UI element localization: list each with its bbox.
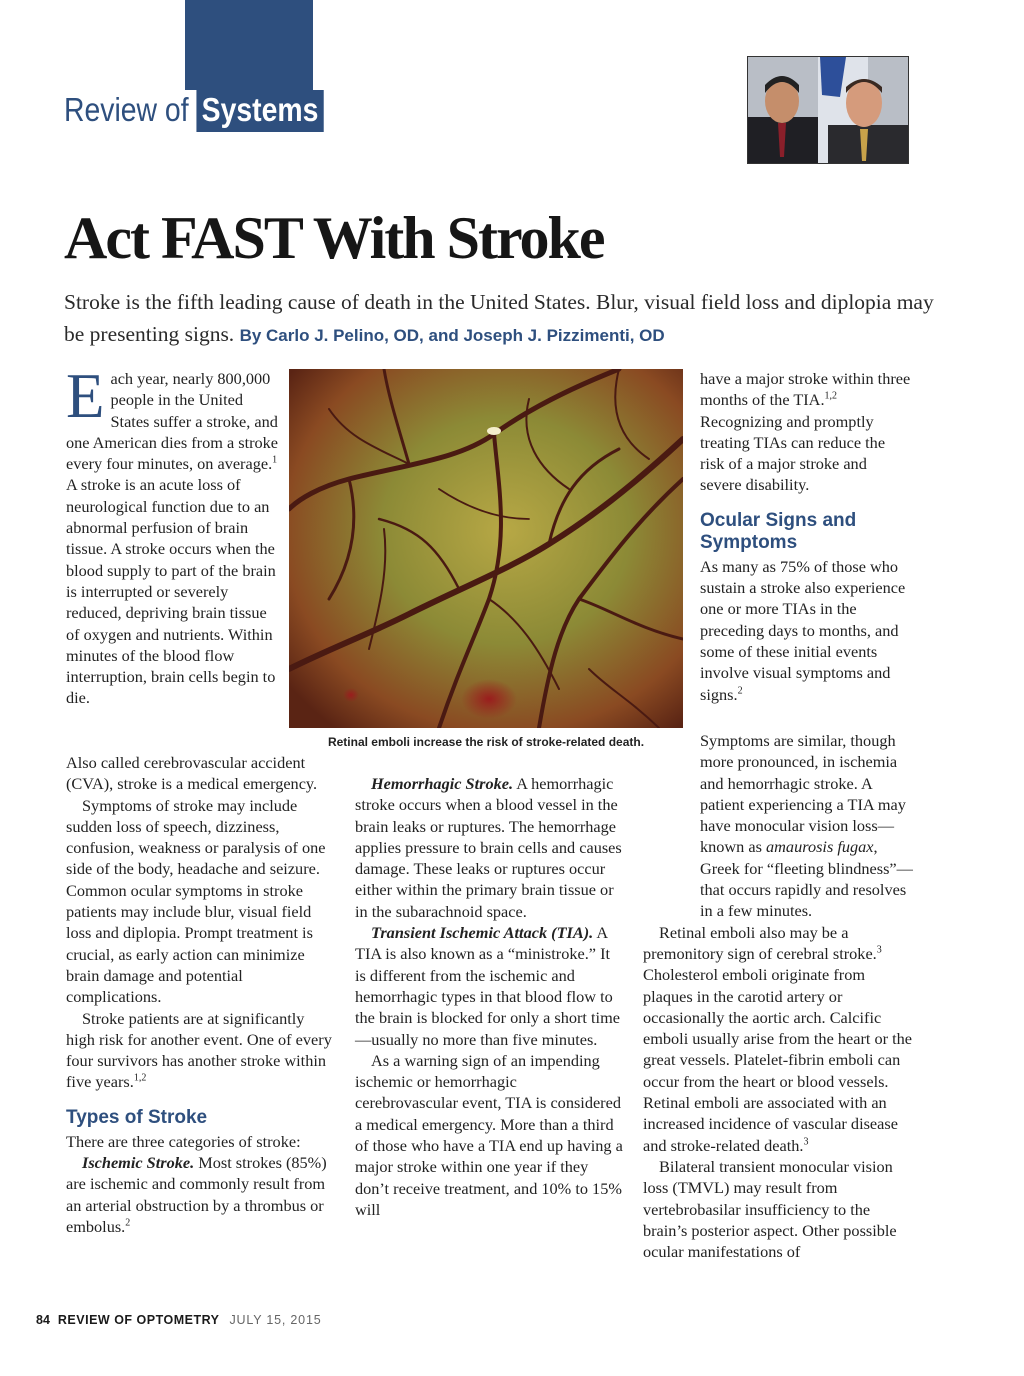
retina-figure xyxy=(289,369,683,728)
author-photo xyxy=(747,56,909,164)
subhead-ocular-signs: Ocular Signs and Symptoms xyxy=(700,509,857,553)
figure-caption: Retinal emboli increase the risk of stroke-related death. xyxy=(327,735,645,749)
byline: By Carlo J. Pelino, OD, and Joseph J. Pizzimenti, OD xyxy=(239,326,665,345)
page-footer xyxy=(36,1313,321,1327)
hemorrhagic-paragraph: Hemorrhagic Stroke. A hemorrhagic stroke occurs when a blood vessel in the brain leaks or ruptures. The hemorrhage applies pressure to brain cells and causes damage. These leaks or ruptures occur either within the primary brain tissue or in the subarachnoid space. xyxy=(355,774,622,921)
publication-name: REVIEW OF OPTOMETRY xyxy=(57,1313,220,1327)
column-1-lower xyxy=(66,752,336,1237)
types-intro: There are three categories of stroke: xyxy=(66,1131,301,1151)
cva-paragraph: Also called cerebrovascular accident (CVA), stroke is a medical emergency. xyxy=(66,753,318,794)
subhead-types-of-stroke: Types of Stroke xyxy=(66,1106,208,1128)
tia-continued: have a major stroke within three months of the TIA.$^{1,2}$ Recognizing and promptly treating TIAs can reduce the risk of a major stroke and severe disability. xyxy=(700,369,911,495)
ischemic-paragraph: Ischemic Stroke. Most strokes (85%) are ischemic and commonly result from an arterial obstruction by a thrombus or embolus.$^2$ xyxy=(66,1153,327,1236)
emboli-paragraph: Retinal emboli also may be a premonitory sign of cerebral stroke.$^3$ Cholesterol emboli originate from plaques in the carotid artery or occasionally the aortic arch. Calcific emboli usually arise from the heart or the great vessels. Platelet-fibrin emboli can occur from the heart or blood vessels. Retinal emboli are associated with an increased incidence of vascular disease and stroke-related death.$^3$ xyxy=(643,922,913,1155)
drop-cap: E xyxy=(66,361,105,431)
article-deck: Stroke is the fifth leading cause of death in the United States. Blur, visual field loss and diplopia may be presenting signs. By Carlo J. Pelino, OD, and Joseph J. Pizzimenti, OD xyxy=(64,290,934,346)
section-label: Review of Systems xyxy=(64,90,324,132)
symptoms-paragraph: Symptoms of stroke may include sudden loss of speech, dizziness, confusion, weakness or paralysis of one side of the body, headache and seizure. Common ocular symptoms in stroke patients may include blur, visual field loss and diplopia. Prompt treatment is crucial, as early action can minimize brain damage and potential complications. xyxy=(66,795,326,1007)
column-1-upper xyxy=(66,361,280,709)
header-color-bar xyxy=(185,0,313,90)
intro-paragraph: Each year, nearly 800,000 people in the United States suffer a stroke, and one American dies from a stroke every four minutes, on average.$^1$ A stroke is an acute loss of neurological function due to an abnormal perfusion of brain tissue. A stroke occurs when the blood supply to part of the brain is interrupted or severely reduced, depriving brain tissue of oxygen and nutrients. Within minutes of the blood flow interruption, brain cells begin to die. xyxy=(66,361,279,708)
column-3-upper xyxy=(700,368,912,705)
issue-date: JULY 15, 2015 xyxy=(229,1313,322,1327)
ocular-paragraph-continued: Symptoms are similar, though more pronounced, in ischemia and hemorrhagic stroke. A patient experiencing a TIA may have monocular vision loss—known as amaurosis fugax, Greek for “fleeting blindness”—that occurs rapidly and resolves in a few minutes. xyxy=(700,731,913,921)
tia-paragraph: Transient Ischemic Attack (TIA). A TIA is also known as a “ministroke.” It is different from the ischemic and hemorrhagic types in that blood flow to the brain is blocked for only a short time—usually no more than five minutes. xyxy=(355,923,620,1049)
section-name: Systems xyxy=(196,90,323,132)
page-number: 84 xyxy=(36,1313,50,1327)
ocular-paragraph-top: As many as 75% of those who sustain a stroke also experience one or more TIAs in the preceding days to months, and some of these initial events involve visual symptoms and signs.$^2$ xyxy=(700,556,906,704)
risk-paragraph: Stroke patients are at significantly high risk for another event. One of every four survivors has another stroke within five years.$^{1,2}$ xyxy=(66,1008,332,1092)
column-3-lower xyxy=(643,730,913,1262)
article-title: Act FAST With Stroke xyxy=(64,205,604,271)
tia-warning-paragraph: As a warning sign of an impending ischemic or hemorrhagic cerebrovascular event, TIA is considered a medical emergency. More than a third of those who have a TIA end up having a major stroke within one year if they don’t receive treatment, and 10% to 15% will xyxy=(355,1050,623,1219)
tmvl-paragraph: Bilateral transient monocular vision loss (TMVL) may result from vertebrobasilar insufficiency to the brain’s posterior aspect. Other possible ocular manifestations of xyxy=(643,1156,897,1262)
column-2 xyxy=(355,773,623,1220)
